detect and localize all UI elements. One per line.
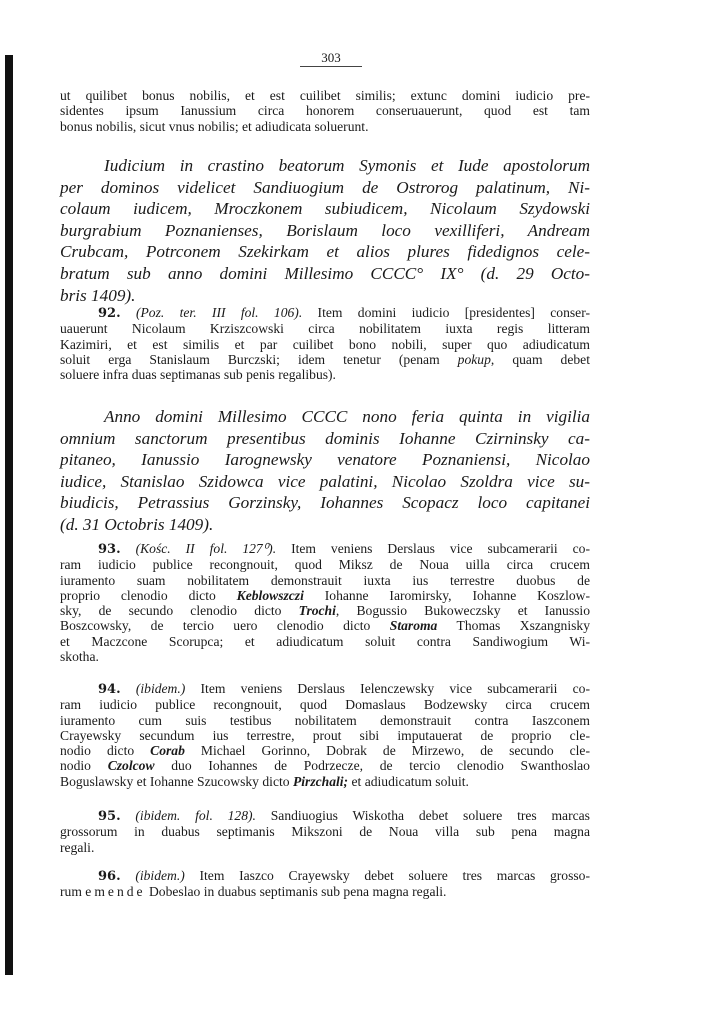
- entry-first-line: [60, 305, 590, 321]
- text-segment: Sandiuogius Wiskotha debet soluere tres marcas: [270, 808, 590, 823]
- text-line: bonus nobilis, sicut vnus nobilis; et adiudicata soluerunt.: [60, 118, 369, 134]
- text-segment: sky, de secundo clenodio dicto: [60, 603, 299, 619]
- heading-line: bris 1409).: [60, 285, 136, 305]
- text-line: ut quilibet bonus nobilis, et est cuilibet similis; extunc domini iudicio pre-: [60, 88, 590, 103]
- text-line: grossorum in duabus septimanis Mikszoni de Noua villa sub pena magna: [60, 824, 590, 840]
- text-segment: Dobeslao in duabus septimanis sub pena magna regali.: [145, 884, 447, 900]
- emphasis-term: pokup: [457, 351, 491, 367]
- heading-line: Iudicium in crastino beatorum Symonis et Iude apostolorum: [104, 156, 590, 175]
- entry-reference: (ibidem.): [135, 681, 186, 696]
- text-line: Crayewsky secundum ius terrestre, prout sibi imputauerat de proprio cle-: [60, 727, 590, 743]
- scan-edge-bar: [5, 55, 13, 975]
- heading-line: burgrabium Poznanienses, Borislaum loco vexilliferi, Andream: [60, 220, 590, 240]
- text-line: [60, 758, 590, 773]
- entry-number: 95.: [98, 809, 121, 824]
- text-line: soluere infra duas septimanas sub penis regalibus).: [60, 367, 336, 383]
- text-line: iuramento cum suis testibus nobilitatem demonstrauit contra Iaszconem: [60, 712, 590, 728]
- clenodium-name: Corab: [150, 743, 185, 759]
- entry-95: [60, 808, 590, 855]
- text-segment: et adiudicatum soluit.: [348, 773, 469, 789]
- heading-line: bratum sub anno domini Millesimo CCCC° IX° (d. 29 Octo-: [60, 263, 590, 283]
- text-line: ram iudicio publice recongnouit, quod Domaslaus Bodzewsky circa crucem: [60, 697, 590, 713]
- clenodium-name: Staroma: [389, 618, 438, 634]
- entry-92: [60, 305, 590, 382]
- heading-line: iudice, Stanislao Szidowca vice palatini, Nicolao Szoldra vice su-: [60, 471, 590, 491]
- entry-number: 96.: [98, 869, 121, 884]
- paragraph-continuation: [60, 88, 590, 134]
- text-line: [60, 618, 590, 633]
- text-line: [60, 603, 590, 618]
- clenodium-name: Pirzchali;: [292, 773, 349, 789]
- entry-reference: (ibidem. fol. 128).: [135, 808, 256, 823]
- entry-reference: (Kośc. II fol. 127⁰).: [135, 541, 277, 556]
- session-heading-2: [60, 406, 590, 536]
- text-segment: soluit erga Stanislaum Burczski; idem tenetur (penam: [60, 351, 458, 367]
- session-heading-1: [60, 155, 590, 306]
- spaced-term: emende: [85, 884, 146, 900]
- text-segment: , quam debet: [490, 351, 590, 367]
- entry-93: [60, 541, 590, 664]
- text-line: regali.: [60, 839, 95, 855]
- entry-number: 92.: [98, 306, 121, 321]
- text-segment: Boguslawsky et Iohanne Szucowsky dicto: [60, 773, 293, 789]
- page-number: 303: [300, 50, 362, 67]
- text-line: [60, 743, 590, 758]
- text-segment: Michael Gorinno, Dobrak de Mirzewo, de secundo cle-: [184, 743, 590, 759]
- text-line: [60, 774, 590, 789]
- text-line: ram iudicio publice recongnouit, quod Miksz de Noua uilla circa crucem: [60, 557, 590, 573]
- text-line: et Maczcone Scorupca; et adiudicatum soluit contra Sandiwogium Wi-: [60, 633, 590, 649]
- text-segment: Item veniens Derslaus vice subcamerarii co-: [291, 541, 590, 556]
- text-segment: proprio clenodio dicto: [60, 587, 237, 603]
- entry-first-line: [60, 868, 590, 884]
- clenodium-name: Czolcow: [107, 758, 155, 774]
- entry-94: [60, 681, 590, 789]
- heading-line: per dominos videlicet Sandiuogium de Ostrorog palatinum, Ni-: [60, 177, 590, 197]
- entry-first-line: [60, 541, 590, 557]
- entry-first-line: [60, 808, 590, 824]
- text-line: iuramento suam nobilitatem demonstrauit iuxta ius terrestre duobus de: [60, 572, 590, 588]
- text-segment: nodio dicto: [60, 743, 151, 759]
- text-line: [60, 884, 590, 899]
- text-segment: Boszcowsky, de tercio uero clenodio dicto: [60, 618, 390, 634]
- clenodium-name: Trochi: [298, 603, 336, 619]
- text-segment: Iohanne Iaromirsky, Iohanne Koszlow-: [303, 587, 590, 603]
- text-segment: Thomas Xszangnisky: [437, 618, 591, 634]
- heading-line: Crubcam, Potrconem Szekirkam et alios plures fidedignos cele-: [60, 242, 590, 262]
- entry-reference: (ibidem.): [135, 868, 185, 883]
- entry-96: [60, 868, 590, 900]
- text-line: Kazimiri, et est similis et par cuilibet bono nobili, super quo adiudicatum: [60, 336, 590, 352]
- text-segment: , Bogussio Bukoweczsky et Ianussio: [335, 603, 590, 619]
- heading-line: pitaneo, Ianussio Iarognewsky venatore Poznaniensi, Nicolao: [60, 450, 590, 470]
- heading-line: (d. 31 Octobris 1409).: [60, 514, 214, 534]
- text-segment: Item Iaszco Crayewsky debet soluere tres marcas grosso-: [199, 868, 590, 883]
- text-line: sidentes ipsum Ianussium circa honorem conseruauerunt, quod est tam: [60, 103, 590, 119]
- heading-line: biudicis, Petrassius Gorzinsky, Iohannes Scopacz loco capitanei: [60, 493, 590, 513]
- heading-line: omnium sanctorum presentibus dominis Iohanne Czirninsky ca-: [60, 428, 590, 448]
- entry-number: 94.: [98, 682, 121, 697]
- heading-line: Anno domini Millesimo CCCC nono feria quinta in vigilia: [104, 407, 590, 426]
- text-segment: Item domini iudicio [presidentes] conser-: [317, 305, 590, 320]
- entry-reference: (Poz. ter. III fol. 106).: [135, 305, 303, 320]
- text-segment: nodio: [60, 758, 108, 774]
- heading-line: colaum iudicem, Mroczkonem subiudicem, Nicolaum Szydowski: [60, 199, 590, 219]
- entry-first-line: [60, 681, 590, 697]
- entry-number: 93.: [98, 542, 121, 557]
- text-segment: Item veniens Derslaus Ielenczewsky vice subcamerarii co-: [200, 681, 590, 696]
- text-line: [60, 352, 590, 367]
- text-line: uauerunt Nicolaum Krziszcowski circa nobilitatem iuxta regis litteram: [60, 321, 590, 337]
- text-segment: rum: [60, 884, 86, 900]
- text-segment: duo Iohannes de Podrzecze, de tercio clenodio Swanthoslao: [154, 758, 590, 774]
- text-line: [60, 588, 590, 603]
- text-line: skotha.: [60, 649, 99, 665]
- clenodium-name: Keblowszczi: [236, 587, 304, 603]
